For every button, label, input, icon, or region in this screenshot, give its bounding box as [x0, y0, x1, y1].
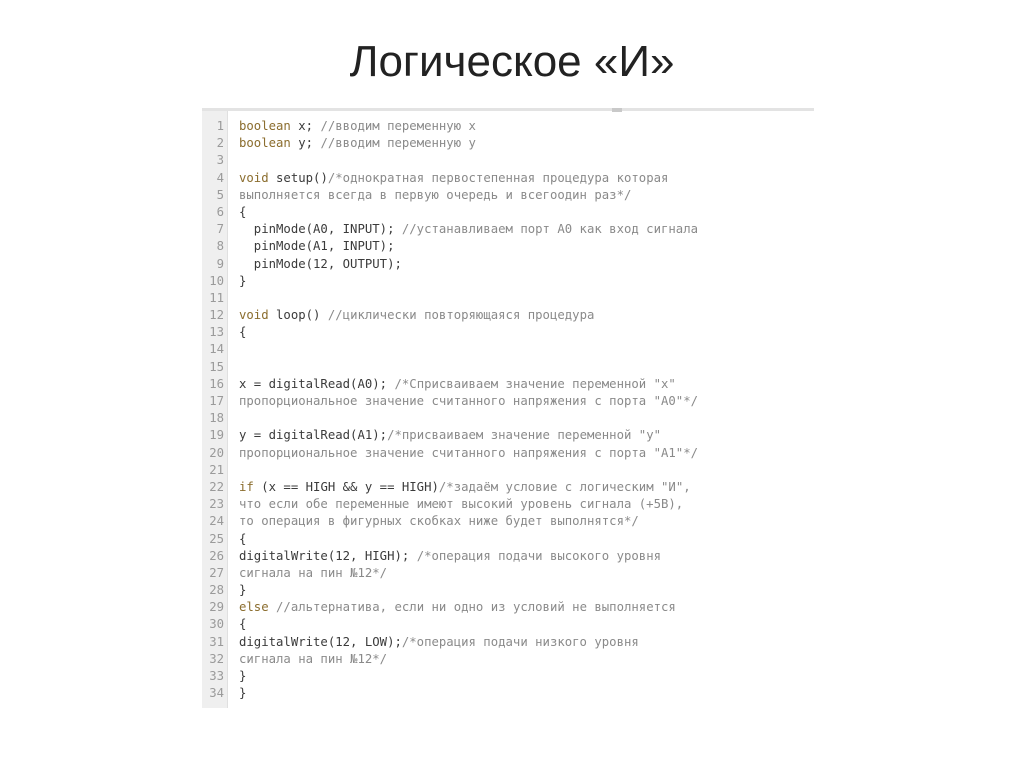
code-line: [202, 445, 814, 462]
code-text: }: [239, 583, 247, 598]
code-text: pinMode(A1, INPUT);: [239, 239, 395, 254]
code-text: else //альтернатива, если ни одно из условий не выполняется: [239, 600, 676, 615]
code-line: [202, 238, 814, 255]
code-text: сигнала на пин №12*/: [239, 565, 388, 580]
code-text: сигнала на пин №12*/: [239, 651, 388, 666]
line-number: 16: [209, 376, 224, 391]
code-line: [202, 582, 814, 599]
line-number: 11: [209, 290, 224, 305]
code-text: {: [239, 325, 247, 340]
line-number: 32: [209, 651, 224, 666]
code-text: {: [239, 531, 247, 546]
line-number: 5: [216, 187, 224, 202]
line-number: 12: [209, 308, 224, 323]
code-text: }: [239, 686, 247, 701]
code-line: [202, 479, 814, 496]
line-number: 30: [209, 617, 224, 632]
code-line: [202, 118, 814, 135]
line-number: 20: [209, 445, 224, 460]
code-line: [202, 221, 814, 238]
code-lines: [202, 118, 814, 702]
line-number: 10: [209, 273, 224, 288]
code-line: [202, 290, 814, 307]
line-number: 8: [216, 239, 224, 254]
line-number: 27: [209, 565, 224, 580]
code-line: [202, 496, 814, 513]
code-line: [202, 410, 814, 427]
line-number: 6: [216, 204, 224, 219]
line-number: 31: [209, 634, 224, 649]
code-text: }: [239, 669, 247, 683]
code-line: [202, 651, 814, 668]
code-line: [202, 427, 814, 444]
code-text: digitalWrite(12, LOW);/*операция подачи низкого уровня: [239, 634, 639, 649]
code-line: [202, 599, 814, 616]
code-line: [202, 668, 814, 685]
line-number: 4: [216, 170, 224, 185]
code-line: [202, 341, 814, 358]
line-number: 22: [209, 479, 224, 494]
scroll-marker: [612, 108, 622, 112]
code-text: x = digitalRead(A0); /*Cприсваиваем значение переменной "x": [239, 376, 676, 391]
line-number: 34: [209, 686, 224, 701]
code-line: [202, 324, 814, 341]
code-line: [202, 187, 814, 204]
code-text: то операция в фигурных скобках ниже будет выполнятся*/: [239, 514, 639, 529]
code-panel: [202, 108, 814, 708]
code-text: {: [239, 204, 247, 219]
code-line: [202, 548, 814, 565]
line-number: 26: [209, 548, 224, 563]
line-number: 24: [209, 514, 224, 529]
code-text: пропорциональное значение считанного напряжения с порта "A0"*/: [239, 394, 699, 408]
code-text: пропорциональное значение считанного напряжения с порта "A1"*/: [239, 445, 699, 460]
line-number: 23: [209, 497, 224, 512]
code-line: [202, 376, 814, 393]
line-number: 1: [216, 119, 224, 133]
code-line: [202, 531, 814, 548]
code-line: [202, 634, 814, 651]
code-text: pinMode(12, OUTPUT);: [239, 256, 402, 271]
line-number: 19: [209, 428, 224, 443]
code-text: }: [239, 273, 247, 288]
code-text: void loop() //циклически повторяющаяся процедура: [239, 308, 595, 323]
line-number: 13: [209, 325, 224, 340]
code-line: [202, 393, 814, 410]
code-line: [202, 513, 814, 530]
code-line: [202, 135, 814, 152]
code-line: [202, 256, 814, 273]
code-line: [202, 152, 814, 169]
code-line: [202, 359, 814, 376]
line-number: 14: [209, 342, 224, 357]
line-number: 7: [216, 222, 224, 237]
code-text: if (x == HIGH && y == HIGH)/*задаём условие с логическим "И",: [239, 479, 691, 494]
line-number: 9: [216, 256, 224, 271]
code-line: [202, 462, 814, 479]
code-line: [202, 616, 814, 633]
code-text: что если обе переменные имеют высокий уровень сигнала (+5В),: [239, 497, 684, 512]
line-number: 25: [209, 531, 224, 546]
code-text: void setup()/*однократная первостепенная процедура которая: [239, 170, 669, 185]
line-number: 21: [209, 462, 224, 477]
line-number: 18: [209, 411, 224, 426]
code-line: [202, 204, 814, 221]
line-number: 2: [216, 136, 224, 151]
code-text: pinMode(A0, INPUT); //устанавливаем порт A0 как вход сигнала: [239, 222, 699, 237]
line-number: 3: [216, 153, 224, 168]
code-line: [202, 307, 814, 324]
code-text: boolean y; //вводим переменную y: [239, 136, 476, 151]
code-text: выполняется всегда в первую очередь и всегоодин раз*/: [239, 187, 632, 202]
code-text: {: [239, 617, 247, 632]
slide-title: Логическое «И»: [349, 37, 675, 86]
line-number: 17: [209, 394, 224, 408]
code-panel-top-border: [202, 108, 814, 111]
code-line: [202, 273, 814, 290]
code-text: y = digitalRead(A1);/*присваиваем значение переменной "y": [239, 428, 662, 443]
line-number: 15: [209, 359, 224, 374]
line-number: 29: [209, 600, 224, 615]
code-line: [202, 565, 814, 582]
code-line: [202, 170, 814, 187]
code-line: [202, 685, 814, 702]
line-number: 33: [209, 669, 224, 683]
code-text: boolean x; //вводим переменную x: [239, 119, 476, 133]
code-text: digitalWrite(12, HIGH); /*операция подачи высокого уровня: [239, 548, 661, 563]
line-number: 28: [209, 583, 224, 598]
